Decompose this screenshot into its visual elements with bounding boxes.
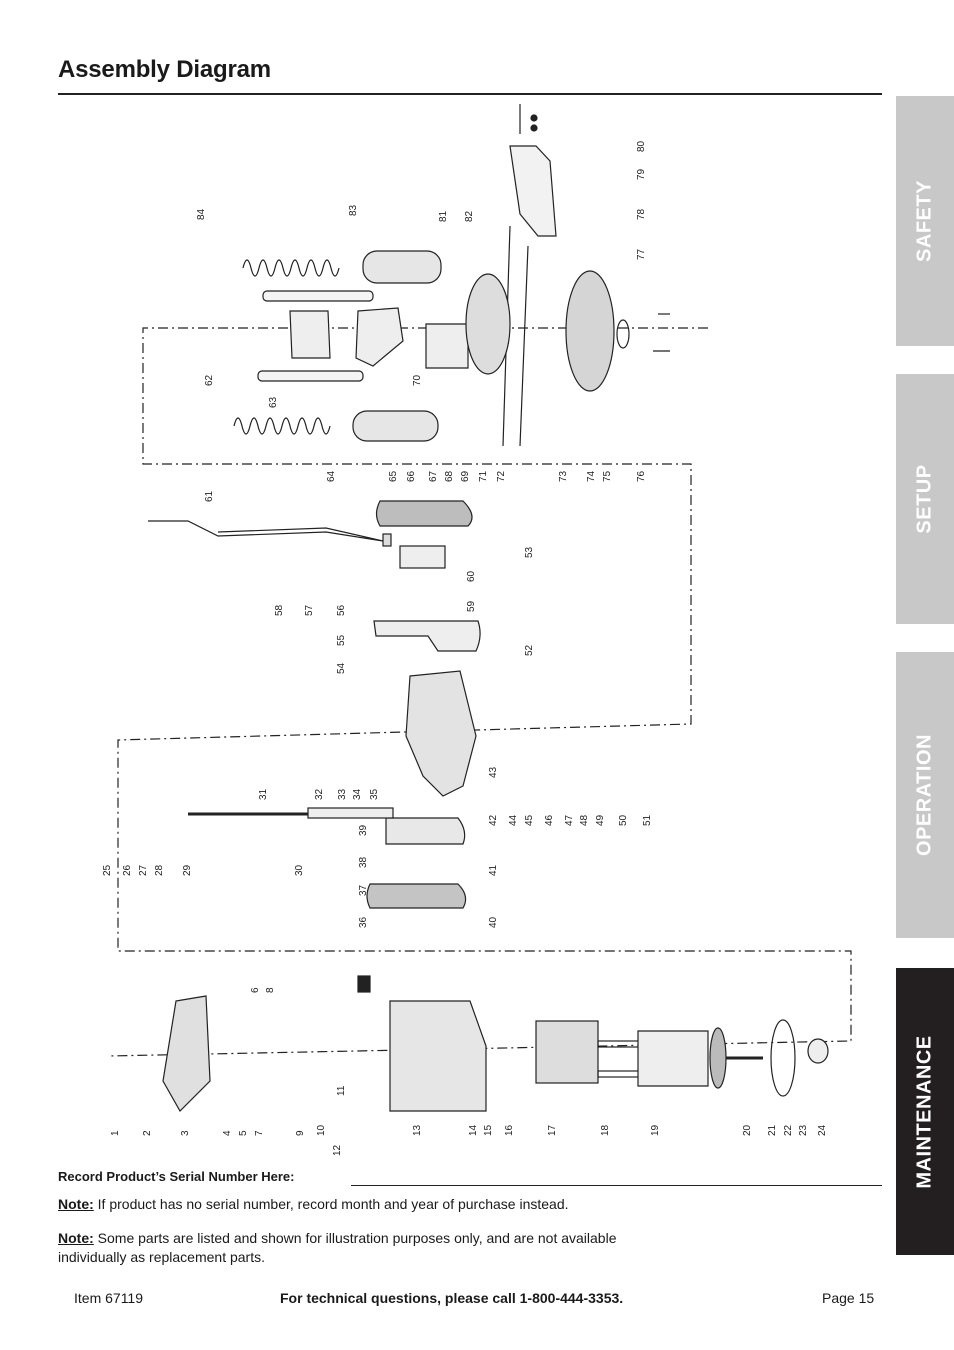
part-label: 38 xyxy=(358,856,369,868)
part-label: 74 xyxy=(586,470,597,482)
part-label: 33 xyxy=(337,788,348,800)
part-label: 7 xyxy=(254,1130,265,1136)
part-label: 1 xyxy=(110,1130,121,1136)
part-label: 14 xyxy=(468,1124,479,1136)
part-label: 36 xyxy=(358,916,369,928)
tab-operation-label: OPERATION xyxy=(913,734,936,856)
part-label: 25 xyxy=(102,864,113,876)
part-label: 5 xyxy=(238,1130,249,1136)
part-label: 22 xyxy=(783,1124,794,1136)
part-label: 23 xyxy=(798,1124,809,1136)
part-label: 30 xyxy=(294,864,305,876)
part-label: 37 xyxy=(358,884,369,896)
part-label: 32 xyxy=(314,788,325,800)
part-label: 72 xyxy=(496,470,507,482)
part-label: 49 xyxy=(595,814,606,826)
part-label: 56 xyxy=(336,604,347,616)
part-label: 73 xyxy=(558,470,569,482)
part-label: 70 xyxy=(412,374,423,386)
part-label: 81 xyxy=(438,210,449,222)
part-label: 46 xyxy=(544,814,555,826)
part-label: 78 xyxy=(636,208,647,220)
part-label: 24 xyxy=(817,1124,828,1136)
part-label: 43 xyxy=(488,766,499,778)
part-label: 58 xyxy=(274,604,285,616)
part-label: 6 xyxy=(250,987,261,993)
part-label: 21 xyxy=(767,1124,778,1136)
part-label: 79 xyxy=(636,168,647,180)
note-serial xyxy=(58,1195,569,1214)
tab-maintenance[interactable] xyxy=(896,968,954,1255)
part-label: 50 xyxy=(618,814,629,826)
part-label: 57 xyxy=(304,604,315,616)
part-label: 55 xyxy=(336,634,347,646)
part-label: 39 xyxy=(358,824,369,836)
part-label: 76 xyxy=(636,470,647,482)
page-title: Assembly Diagram xyxy=(58,56,271,83)
part-label: 27 xyxy=(138,864,149,876)
part-label: 83 xyxy=(348,204,359,216)
part-label: 2 xyxy=(142,1130,153,1136)
note-parts xyxy=(58,1229,618,1267)
tab-operation[interactable] xyxy=(896,652,954,938)
part-label: 29 xyxy=(182,864,193,876)
part-label: 45 xyxy=(524,814,535,826)
part-label: 12 xyxy=(332,1144,343,1156)
tab-safety[interactable] xyxy=(896,96,954,346)
part-label: 10 xyxy=(316,1124,327,1136)
tab-setup-label: SETUP xyxy=(913,464,936,534)
part-label: 54 xyxy=(336,662,347,674)
part-label: 66 xyxy=(406,470,417,482)
part-label: 4 xyxy=(222,1130,233,1136)
part-label: 8 xyxy=(265,987,276,993)
part-label: 67 xyxy=(428,470,439,482)
part-label: 11 xyxy=(336,1085,347,1096)
part-label: 28 xyxy=(154,864,165,876)
footer-page-number: Page 15 xyxy=(822,1290,875,1306)
part-label: 40 xyxy=(488,916,499,928)
part-label: 75 xyxy=(602,470,613,482)
part-label: 62 xyxy=(204,374,215,386)
serial-number-line xyxy=(351,1185,882,1186)
part-label: 44 xyxy=(508,814,519,826)
part-label: 53 xyxy=(524,546,535,558)
part-label: 77 xyxy=(636,248,647,260)
part-label: 48 xyxy=(579,814,590,826)
note-text: If product has no serial number, record month and year of purchase instead. xyxy=(93,1196,569,1212)
part-label: 64 xyxy=(326,470,337,482)
footer-item-number: Item 67119 xyxy=(74,1290,144,1306)
part-label: 71 xyxy=(478,470,489,482)
part-label: 15 xyxy=(483,1124,494,1136)
part-label: 47 xyxy=(564,814,575,826)
part-label: 42 xyxy=(488,814,499,826)
part-label: 69 xyxy=(460,470,471,482)
tab-maintenance-label: MAINTENANCE xyxy=(913,1034,936,1189)
part-label: 59 xyxy=(466,600,477,612)
assembly-diagram xyxy=(58,96,888,1160)
part-label: 31 xyxy=(258,788,269,800)
footer-technical-contact: For technical questions, please call 1-800-444-3353. xyxy=(280,1290,624,1306)
part-label: 17 xyxy=(547,1124,558,1136)
part-label: 52 xyxy=(524,644,535,656)
part-label: 26 xyxy=(122,864,133,876)
part-label: 34 xyxy=(352,788,363,800)
note-label: Note: xyxy=(58,1196,94,1212)
part-label: 41 xyxy=(488,864,499,876)
part-label: 61 xyxy=(204,490,215,502)
note-label: Note: xyxy=(58,1230,94,1246)
part-label: 3 xyxy=(180,1130,191,1136)
tab-safety-label: SAFETY xyxy=(913,180,936,262)
note-text: Some parts are listed and shown for illustration purposes only, and are not available individually as replacement parts. xyxy=(58,1230,617,1265)
part-label: 16 xyxy=(504,1124,515,1136)
serial-number-label: Record Product’s Serial Number Here: xyxy=(58,1169,295,1184)
part-label: 18 xyxy=(600,1124,611,1136)
title-divider xyxy=(58,93,882,95)
part-label: 35 xyxy=(369,788,380,800)
part-label: 13 xyxy=(412,1124,423,1136)
part-label: 60 xyxy=(466,570,477,582)
part-label: 82 xyxy=(464,210,475,222)
part-label: 68 xyxy=(444,470,455,482)
part-label: 65 xyxy=(388,470,399,482)
part-label: 84 xyxy=(196,208,207,220)
part-label: 19 xyxy=(650,1124,661,1136)
part-label: 9 xyxy=(295,1130,306,1136)
part-label: 51 xyxy=(642,814,653,826)
part-label: 63 xyxy=(268,396,279,408)
part-label: 80 xyxy=(636,140,647,152)
tab-setup[interactable] xyxy=(896,374,954,624)
part-label: 20 xyxy=(742,1124,753,1136)
